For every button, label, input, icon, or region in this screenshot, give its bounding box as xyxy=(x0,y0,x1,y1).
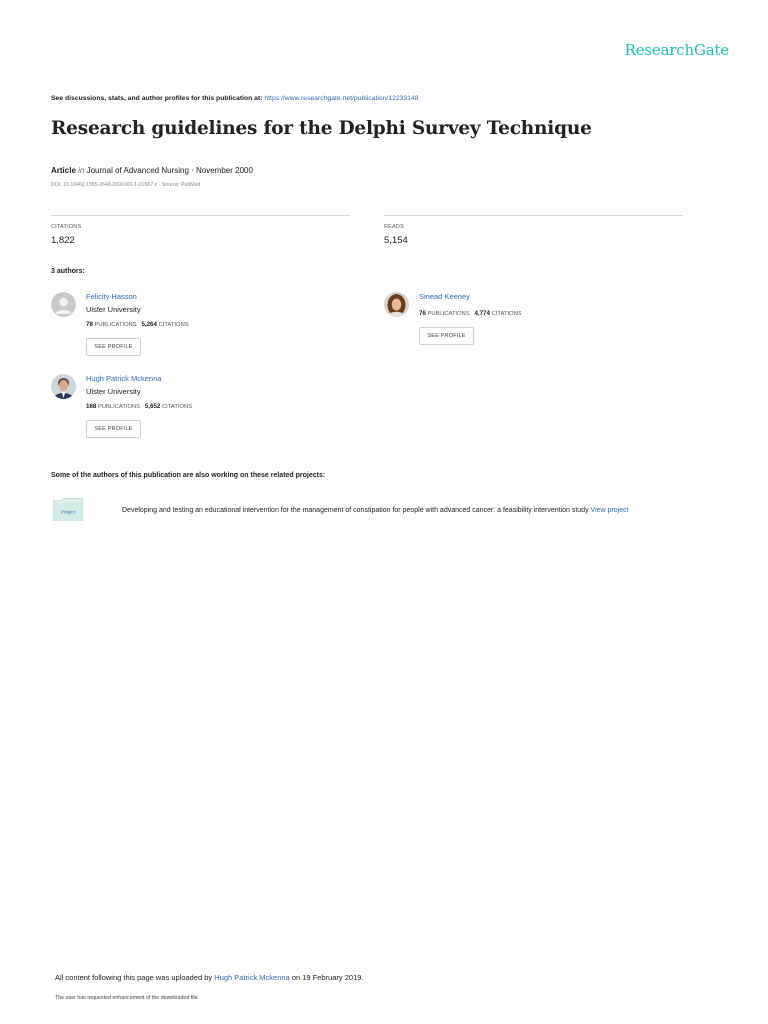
related-projects-heading: Some of the authors of this publication are also working on these related projects: xyxy=(51,472,326,479)
author-stats xyxy=(86,403,192,410)
discussion-line xyxy=(51,95,419,102)
project-title: Developing and testing an educational intervention for the management of constipation for people with advanced cancer: a feasibility intervention study xyxy=(122,507,589,514)
citations-label: CITATIONS xyxy=(491,311,522,317)
enhancement-note: The user has requested enhancement of the downloaded file. xyxy=(55,995,199,1001)
view-project-link[interactable]: View project xyxy=(590,507,629,514)
author-institution: Ulster University xyxy=(86,305,141,314)
citation-count: 5,652 xyxy=(144,403,161,410)
upload-prefix: All content following this page was uploaded by xyxy=(55,973,215,982)
researchgate-logo[interactable]: ResearchGate xyxy=(624,41,729,59)
reads-label: READS xyxy=(384,224,404,230)
upload-notice xyxy=(55,973,364,982)
citations-label: CITATIONS xyxy=(51,224,82,230)
author-photo-avatar[interactable] xyxy=(51,374,76,399)
author-stats xyxy=(86,321,189,328)
citations-stat xyxy=(51,215,350,246)
upload-suffix: on 19 February 2019. xyxy=(289,973,364,982)
default-avatar-icon[interactable] xyxy=(51,292,76,317)
uploader-link[interactable]: Hugh Patrick Mckenna xyxy=(214,973,290,982)
in-word: in xyxy=(78,166,85,175)
reads-stat xyxy=(384,215,683,246)
see-profile-button[interactable]: SEE PROFILE xyxy=(86,338,141,356)
publication-count: 76 xyxy=(419,310,426,317)
publication-count: 78 xyxy=(86,321,93,328)
project-item xyxy=(122,507,629,514)
publications-label: PUBLICATIONS xyxy=(427,311,470,317)
authors-heading: 3 authors: xyxy=(51,268,85,275)
author-stats xyxy=(419,310,522,317)
author-name-link[interactable]: Sinead Keeney xyxy=(419,292,470,301)
publication-meta xyxy=(51,166,253,175)
see-profile-button[interactable]: SEE PROFILE xyxy=(419,327,474,345)
citation-count: 4,774 xyxy=(474,310,490,317)
see-profile-button[interactable]: SEE PROFILE xyxy=(86,420,141,438)
citations-label: CITATIONS xyxy=(162,404,193,410)
author-name-link[interactable]: Felicity Hasson xyxy=(86,292,137,301)
project-icon-label: Project xyxy=(60,509,76,515)
journal-date: Journal of Advanced Nursing · November 2000 xyxy=(86,166,253,175)
citations-label: CITATIONS xyxy=(158,322,189,328)
publications-label: PUBLICATIONS xyxy=(97,404,141,410)
discussion-prefix: See discussions, stats, and author profiles for this publication at: xyxy=(51,95,265,102)
citations-value: 1,822 xyxy=(51,235,75,246)
publication-count: 168 xyxy=(86,403,97,410)
publications-label: PUBLICATIONS xyxy=(94,322,137,328)
author-name-link[interactable]: Hugh Patrick Mckenna xyxy=(86,374,162,383)
project-folder-icon[interactable] xyxy=(53,498,83,521)
publication-title: Research guidelines for the Delphi Survey Technique xyxy=(51,118,592,139)
author-photo-avatar[interactable] xyxy=(384,292,409,317)
publication-type: Article xyxy=(51,166,76,175)
reads-value: 5,154 xyxy=(384,235,408,246)
publication-url-link[interactable]: https://www.researchgate.net/publication/12233148 xyxy=(264,95,419,102)
doi-source: DOI: 10.1046/j.1365-2648.2000.t01-1-01567.x · Source: PubMed xyxy=(51,182,201,188)
author-institution: Ulster University xyxy=(86,387,141,396)
citation-count: 5,264 xyxy=(141,321,157,328)
